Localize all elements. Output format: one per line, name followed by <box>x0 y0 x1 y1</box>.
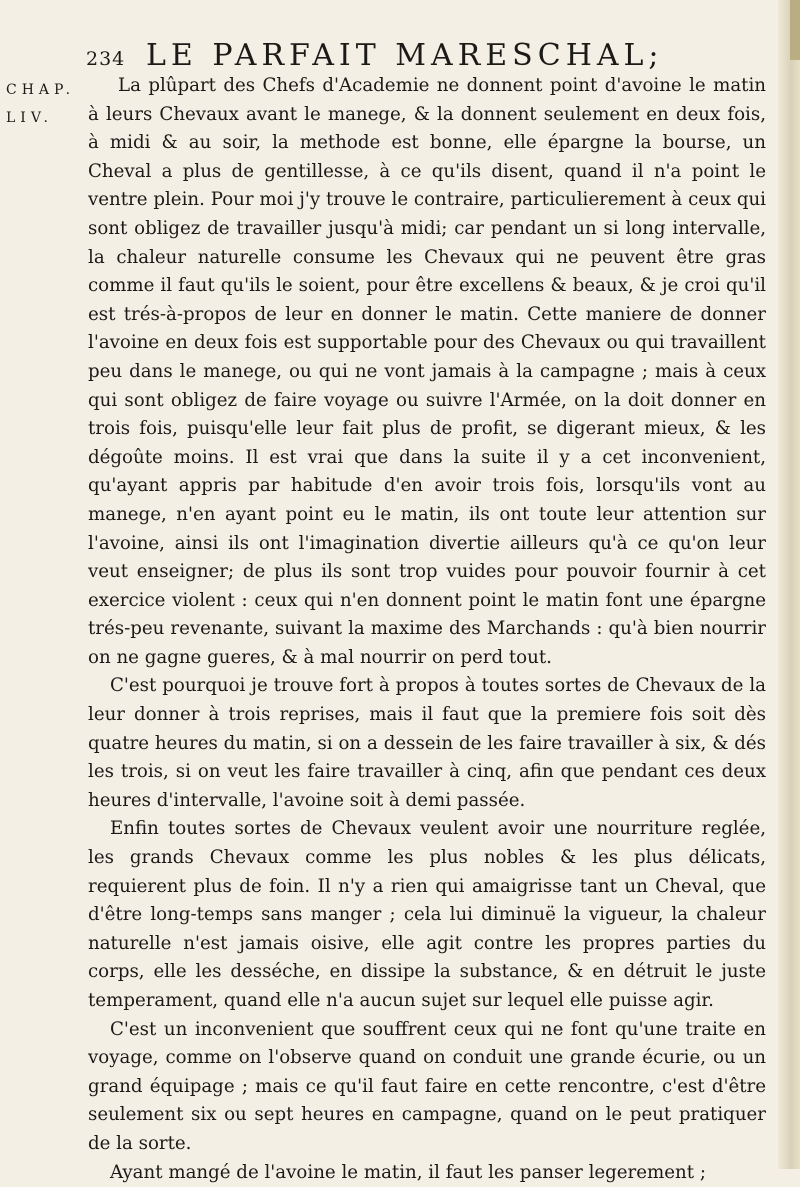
chapter-margin-note <box>6 76 76 132</box>
chapter-number: LIV. <box>6 110 53 126</box>
paragraph-travel: C'est un inconvenient que souffrent ceux qui ne font qu'une traite en voyage, comme on l'observe quand on conduit une grande écurie, ou un grand équipage ; mais ce qu'il faut faire en cette rencontre, c'est d'être seulement six ou sept heures en campagne, quand on le peut pratiquer de la sorte. <box>88 1018 766 1154</box>
page-edge-mark <box>790 0 800 60</box>
chapter-label: CHAP. <box>6 82 76 98</box>
paragraph-grooming: Ayant mangé de l'avoine le matin, il faut les panser legerement ; <box>110 1161 706 1183</box>
page-edge <box>778 0 800 1169</box>
paragraph-regular-feeding: Enfin toutes sortes de Chevaux veulent avoir une nourriture reglée, les grands Chevaux comme les plus nobles & les plus délicats, requierent plus de foin. Il n'y a rien qui amaigrisse tant un Cheval, que d'être long-temps sans manger ; cela lui diminuë la vigueur, la chaleur naturelle n'est jamais oisive, elle agit contre les propres parties du corps, elle les desséche, en dissipe la substance, & en détruit le juste temperament, quand elle n'a aucun sujet sur lequel elle puisse agir. <box>88 818 766 1011</box>
paragraph-three-meals: C'est pourquoi je trouve fort à propos à toutes sortes de Chevaux de la leur donner à trois reprises, mais il faut que la premiere fois soit dès quatre heures du matin, si on a dessein de les faire travailler à six, & dés les trois, si on veut les faire travailler à cinq, afin que pendant ces deux heures d'intervalle, l'avoine soit à demi passée. <box>88 675 766 811</box>
paragraph-oat-feeding: La plûpart des Chefs d'Academie ne donnent point d'avoine le matin à leurs Chevaux avant le manege, & la donnent seulement en deux fois, à midi & au soir, la methode est bonne, elle épargne la bourse, un Cheval a plus de gentillesse, à ce qu'ils disent, quand il n'a point le ventre plein. Pour moi j'y trouve le contraire, particulierement à ceux qui sont obligez de travailler jusqu'à midi; car pendant un si long intervalle, la chaleur naturelle consume les Chevaux qui ne peuvent être gras comme il faut qu'ils le soient, pour être excellens & beaux, & je croi qu'il est trés-à-propos de leur en donner le matin. Cette maniere de donner l'avoine en deux fois est supportable pour des Chevaux ou qui travaillent peu dans le manege, ou qui ne vont jamais à la campagne ; mais à ceux qui sont obligez de faire voyage ou suivre l'Armée, on la doit donner en trois fois, puisqu'elle leur fait plus de profit, se digerant mieux, & les dégoûte moins. Il est vrai que dans la suite il y a cet inconvenient, qu'ayant appris par habitude d'en avoir trois fois, lorsqu'ils vont au manege, n'en ayant point eu le matin, ils ont toute leur attention sur l'avoine, ainsi ils ont l'imagination divertie ailleurs qu'à ce qu'on leur veut enseigner; de plus ils sont trop vuides pour pouvoir fournir à cet exercice violent : ceux qui n'en donnent point le matin font une épargne trés-peu revenante, suivant la maxime des Marchands : qu'à bien nourrir on ne gagne gueres, & à mal nourrir on perd tout. <box>88 75 766 668</box>
running-head <box>86 34 766 74</box>
page-number: 234 <box>86 48 126 70</box>
body-text <box>88 72 766 1187</box>
running-title: LE PARFAIT MARESCHAL; <box>146 38 664 73</box>
